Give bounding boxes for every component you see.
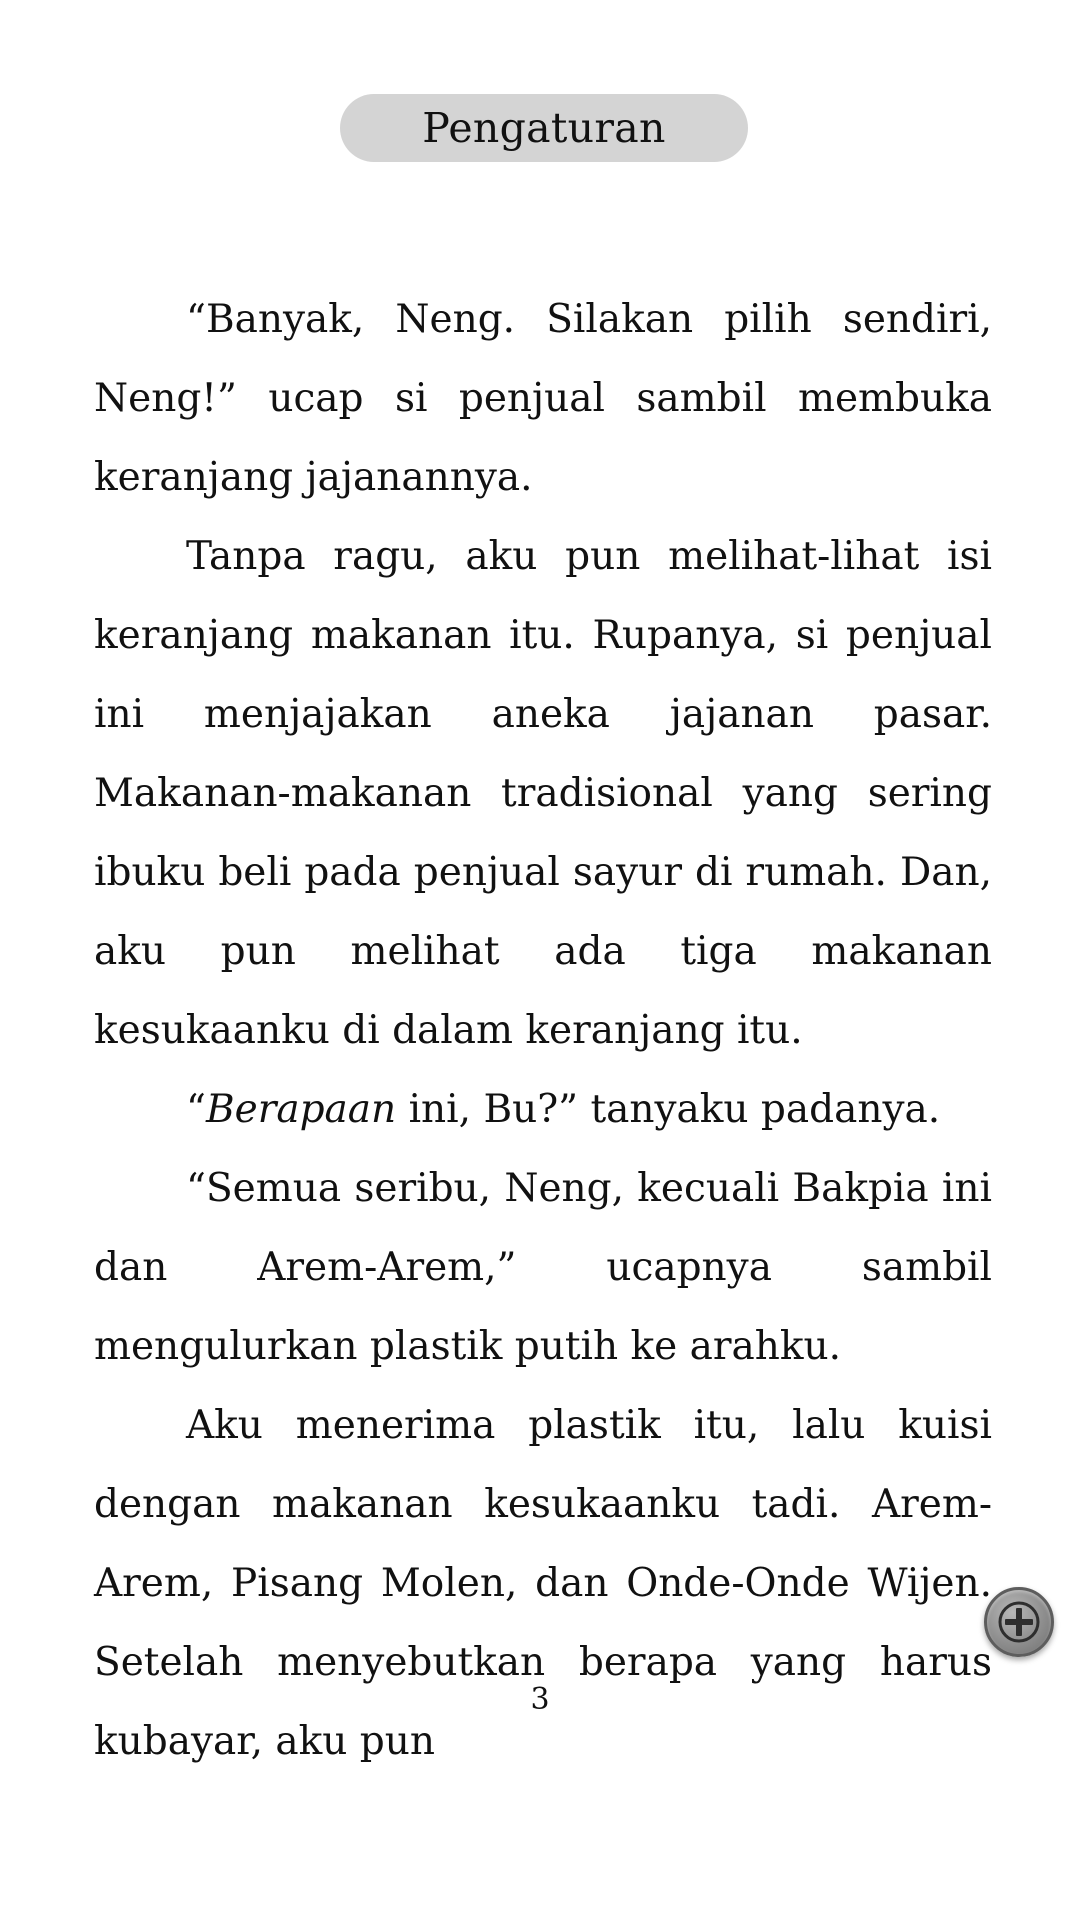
paragraph-2: Tanpa ragu, aku pun melihat-lihat isi keranjang makanan itu. Rupanya, si penjual ini menjajakan aneka jajanan pasar. Makanan-makanan tradisional yang sering ibuku beli pada penjual sayur di rumah. Dan, aku pun melihat ada tiga makanan kesukaanku di dalam keranjang itu. — [94, 534, 992, 1053]
paragraph-3-open-quote: “ — [186, 1087, 206, 1132]
paragraph-1: “Banyak, Neng. Silakan pilih sendiri, Neng!” ucap si penjual sambil membuka keranjang jajanannya. — [94, 297, 992, 500]
zoom-in-icon — [997, 1600, 1041, 1644]
chapter-title-badge — [340, 94, 748, 162]
paragraph-3-rest: ini, Bu?” tanyaku padanya. — [396, 1087, 941, 1132]
paragraph-5: Aku menerima plastik itu, lalu kuisi dengan makanan kesukaanku tadi. Arem-Arem, Pisang Molen, dan Onde-Onde Wijen. Setelah menyebutkan berapa yang harus kubayar, aku pun — [94, 1403, 992, 1764]
chapter-title: Pengaturan — [422, 104, 666, 152]
paragraph-3 — [94, 1070, 992, 1149]
paragraph-3-italic-word: Berapaan — [205, 1087, 397, 1132]
paragraph-4: “Semua seribu, Neng, kecuali Bakpia ini dan Arem-Arem,” ucapnya sambil mengulurkan plastik putih ke arahku. — [94, 1166, 992, 1369]
page-body — [94, 280, 992, 1781]
page-number: 3 — [530, 1682, 550, 1717]
zoom-in-button[interactable] — [984, 1587, 1054, 1657]
